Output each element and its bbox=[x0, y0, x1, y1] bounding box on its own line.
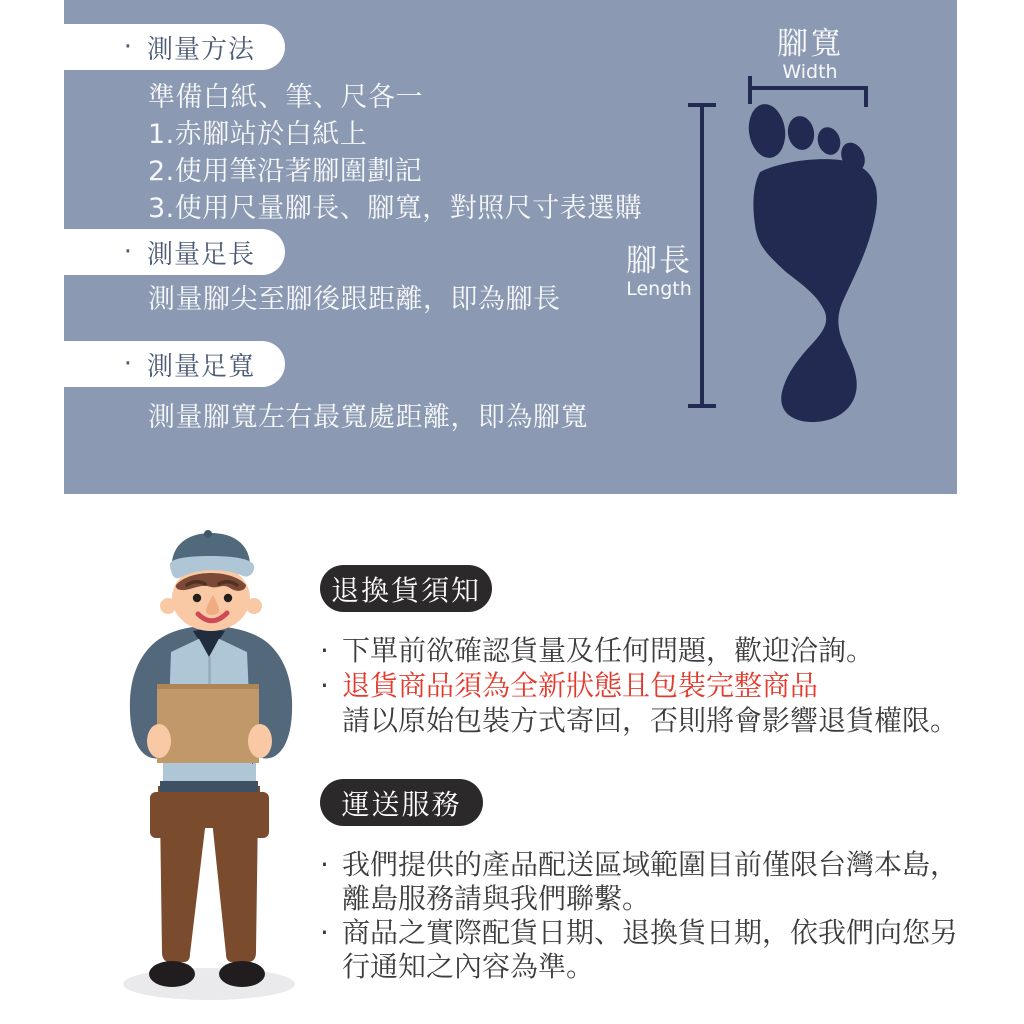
foot-length-description: 測量腳尖至腳後跟距離，即為腳長 bbox=[148, 284, 561, 315]
badge-shipping bbox=[320, 779, 483, 826]
bullet: · bbox=[320, 848, 329, 881]
returns-line-3: 請以原始包裝方式寄回，否則將會影響退貨權限。 bbox=[342, 704, 959, 737]
badge-measure-method bbox=[0, 24, 285, 70]
method-step-2: 2.使用筆沿著腳圍劃記 bbox=[148, 156, 423, 187]
shipping-line-1: · 我們提供的產品配送區域範圍目前僅限台灣本島， bbox=[320, 848, 959, 881]
shipping-notes bbox=[320, 848, 958, 984]
method-step-3: 3.使用尺量腳長、腳寬，對照尺寸表選購 bbox=[148, 193, 643, 224]
ground-shadow bbox=[123, 968, 295, 1000]
head bbox=[160, 530, 262, 631]
shipping-line-2: 離島服務請與我們聯繫。 bbox=[342, 882, 651, 915]
badge-shipping-label: 運送服務 bbox=[341, 787, 462, 821]
bullet: · bbox=[123, 237, 133, 267]
badge-returns bbox=[320, 565, 492, 612]
returns-notes bbox=[320, 633, 958, 738]
method-step-1: 1.赤腳站於白紙上 bbox=[148, 119, 368, 150]
bullet: · bbox=[123, 32, 133, 62]
badge-measure-method-label: 測量方法 bbox=[146, 34, 255, 65]
bullet: · bbox=[320, 634, 329, 667]
shipping-line-3: · 商品之實際配貨日期、退換貨日期，依我們向您另 bbox=[320, 916, 959, 949]
belt bbox=[160, 781, 258, 792]
cardboard-box bbox=[157, 684, 259, 763]
left-eye bbox=[193, 594, 201, 602]
measure-method-steps bbox=[148, 79, 642, 227]
badge-foot-width bbox=[0, 341, 285, 387]
cap-button bbox=[204, 530, 212, 538]
pants bbox=[150, 786, 269, 962]
returns-line-2: · 退貨商品須為全新狀態且包裝完整商品 bbox=[320, 669, 819, 702]
width-label-zh: 腳寬 bbox=[777, 26, 843, 62]
badge-foot-width-label: 測量足寬 bbox=[146, 351, 255, 382]
badge-foot-length-label: 測量足長 bbox=[146, 239, 255, 270]
footprint-illustration bbox=[640, 20, 960, 440]
bullet: · bbox=[320, 916, 329, 949]
length-label-en: Length bbox=[626, 278, 692, 300]
footprint-shape bbox=[745, 102, 877, 422]
delivery-man-illustration bbox=[110, 524, 316, 1006]
width-label-en: Width bbox=[782, 61, 838, 83]
badge-foot-length bbox=[0, 229, 285, 275]
returns-line-1: · 下單前欲確認貨量及任何問題，歡迎洽詢。 bbox=[320, 634, 875, 667]
method-intro: 準備白紙、筆、尺各一 bbox=[148, 82, 423, 113]
foot-width-description: 測量腳寬左右最寬處距離，即為腳寬 bbox=[148, 402, 588, 433]
right-eye bbox=[224, 594, 232, 602]
measurement-panel bbox=[64, 0, 957, 494]
bullet: · bbox=[320, 669, 329, 702]
bullet: · bbox=[123, 349, 133, 379]
length-label-zh: 腳長 bbox=[626, 243, 692, 279]
shipping-line-4: 行通知之內容為準。 bbox=[342, 950, 595, 983]
badge-returns-label: 退換貨須知 bbox=[330, 573, 481, 607]
